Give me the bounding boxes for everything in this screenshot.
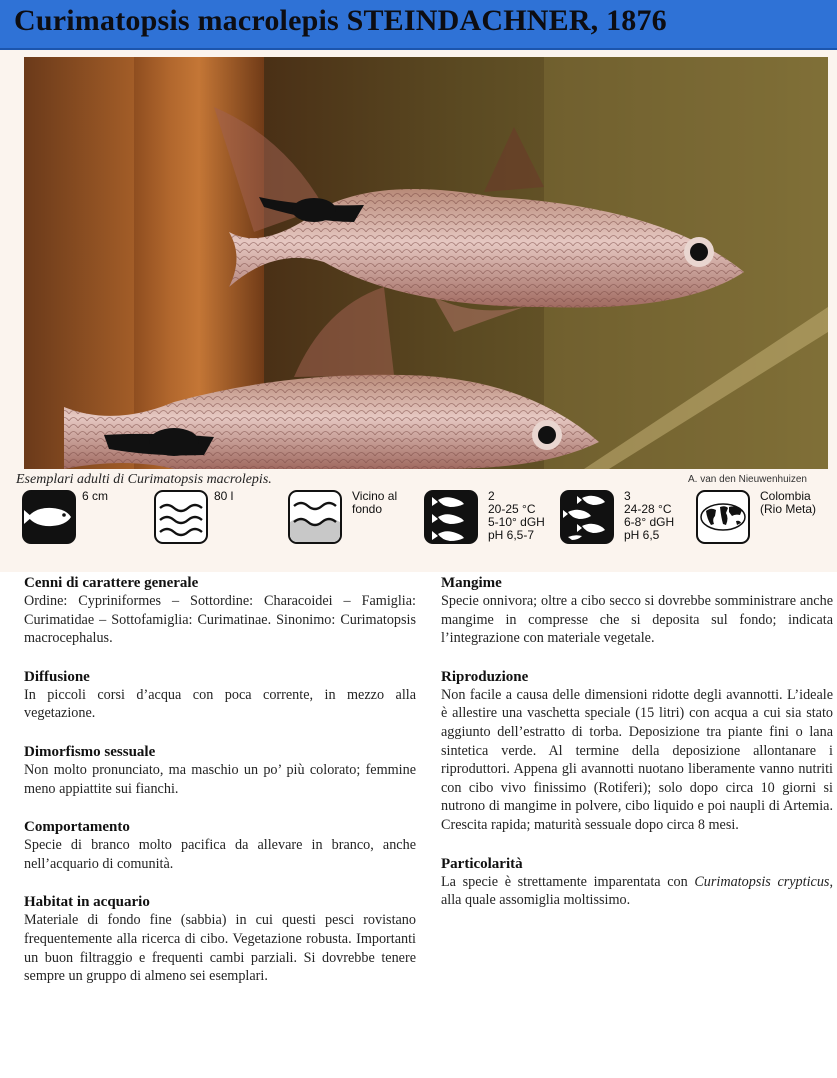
section-dimorfismo xyxy=(24,743,416,798)
section-text xyxy=(441,873,833,910)
section-particolarita xyxy=(441,855,833,910)
water-conditions-icon xyxy=(424,490,478,544)
photo-caption: Esemplari adulti di Curimatopsis macrolepis. xyxy=(16,472,272,487)
breeding-conditions-icon xyxy=(560,490,614,544)
section-mangime xyxy=(441,574,833,648)
swimming-zone-label: Vicino al fondo xyxy=(352,489,398,516)
section-habitat xyxy=(24,893,416,985)
left-column xyxy=(24,574,416,1006)
right-column xyxy=(441,574,833,930)
water-conditions-label: 2 20-25 °C 5-10° dGH pH 6,5-7 xyxy=(488,489,545,542)
section-title: Comportamento xyxy=(24,819,130,836)
section-generale xyxy=(24,574,416,648)
fish-size-icon xyxy=(22,490,76,544)
aquarium-volume-icon xyxy=(154,490,208,544)
section-diffusione xyxy=(24,668,416,723)
photo-credit: A. van den Nieuwenhuizen xyxy=(688,474,807,485)
section-text: In piccoli corsi d’acqua con poca corrente, in mezzo alla vegetazione. xyxy=(24,686,416,722)
section-text: Non facile a causa delle dimensioni ridotte degli avannotti. L’ideale è allestire una vaschetta speciale (15 litri) con acqua a cui sia stato aggiunto dell’estratto di torba. Deposizione tra piante fini o lana sintetica verde. Al termine della deposizione allontanare i riproduttori. Appena gli avannotti nuotano liberamente vanno nutriti con cibo vivo finissimo (Rotiferi); solo dopo circa 10 giorni si nutrono di mangime in polvere, cibo liquido e poi naupli di Artemia. Crescita rapida; maturità sessuale dopo circa 8 mesi. xyxy=(441,686,833,833)
section-riproduzione xyxy=(441,668,833,835)
section-text: Materiale di fondo fine (sabbia) in cui questi pesci rovistano frequentemente alla ricerca di cibo. Vegetazione robusta. Importanti un buon filtraggio e frequenti cambi parziali. Si dovrebbe tenere sempre un gruppo di almeno sei esemplari. xyxy=(24,912,416,985)
section-text: Non molto pronunciato, ma maschio un po’ più colorato; femmine meno appiattite sui fianchi. xyxy=(24,761,416,797)
distribution-label: Colombia (Rio Meta) xyxy=(760,489,817,516)
section-title: Mangime xyxy=(441,575,502,591)
section-title: Dimorfismo sessuale xyxy=(24,743,156,760)
fish-photo xyxy=(24,57,828,469)
species-name: Curimatopsis crypticus xyxy=(694,873,830,890)
section-title: Riproduzione xyxy=(441,668,529,685)
text-before: La specie è strettamente imparentata con xyxy=(441,873,695,890)
section-text: Specie onnivora; oltre a cibo secco si dovrebbe somministrare anche mangime in compresse che si deposita sul fondo; indicata l’integrazione con materiale vegetale. xyxy=(441,593,833,647)
page-title: Curimatopsis macrolepis STEINDACHNER, 1876 xyxy=(14,4,667,37)
header-bar xyxy=(0,0,837,50)
world-map-icon xyxy=(696,490,750,544)
text-after: , alla quale assomiglia moltissimo. xyxy=(441,873,833,909)
section-title: Habitat in acquario xyxy=(24,894,150,911)
breeding-conditions-label: 3 24-28 °C 6-8° dGH pH 6,5 xyxy=(624,489,675,542)
section-title: Particolarità xyxy=(441,855,523,872)
section-title: Diffusione xyxy=(24,668,90,685)
aquarium-volume-label: 80 l xyxy=(214,489,234,503)
section-text: Ordine: Cypriniformes – Sottordine: Characoidei – Famiglia: Curimatidae – Sottofamiglia: Curimatinae. Sinonimo: Curimatopsis macrocephalus. xyxy=(24,593,416,647)
section-text: Specie di branco molto pacifica da allevare in branco, anche nell’acquario di comunità. xyxy=(24,837,416,872)
section-comportamento xyxy=(24,818,416,873)
section-title: Cenni di carattere generale xyxy=(24,575,199,591)
fish-size-label: 6 cm xyxy=(82,489,109,503)
swimming-zone-icon xyxy=(288,490,342,544)
